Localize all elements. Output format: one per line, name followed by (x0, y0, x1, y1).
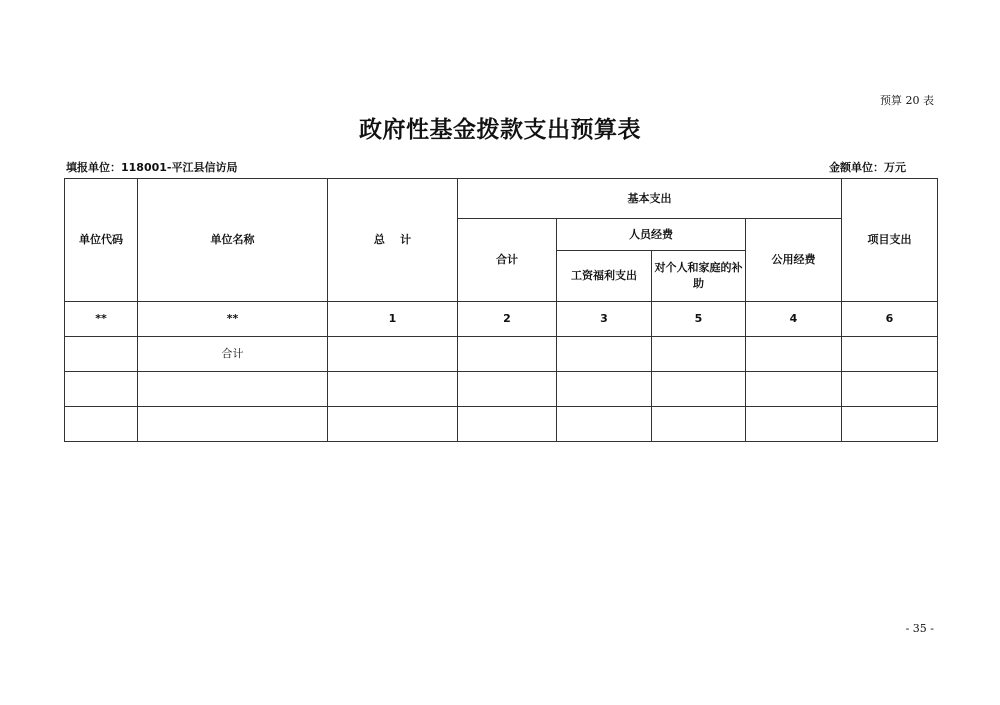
table-cell (138, 407, 328, 442)
index-cell: 2 (458, 302, 557, 337)
header-unit-code: 单位代码 (65, 179, 138, 302)
table-cell (746, 372, 842, 407)
table-cell (746, 337, 842, 372)
reporting-unit: 填报单位：118001-平江县信访局 (66, 161, 238, 174)
index-cell: ** (65, 302, 138, 337)
table-cell (557, 407, 652, 442)
table-cell (328, 372, 458, 407)
table-cell (652, 372, 746, 407)
table-cell (557, 372, 652, 407)
index-cell: 4 (746, 302, 842, 337)
page-title: 政府性基金拨款支出预算表 (359, 116, 641, 143)
header-project-expense: 项目支出 (842, 179, 938, 302)
table-cell (652, 337, 746, 372)
budget-table (64, 178, 938, 442)
table-cell (652, 407, 746, 442)
index-row (65, 302, 938, 337)
table-row (65, 337, 938, 372)
header-basic-expense: 基本支出 (458, 179, 842, 219)
header-total: 总 计 (328, 179, 458, 302)
table-cell (65, 407, 138, 442)
header-row-1 (65, 179, 938, 219)
table-cell (746, 407, 842, 442)
table-cell (458, 372, 557, 407)
table-cell (842, 372, 938, 407)
header-unit-name: 单位名称 (138, 179, 328, 302)
header-personal-family-subsidy: 对个人和家庭的补助 (652, 251, 746, 302)
table-cell (328, 337, 458, 372)
page-number: - 35 - (905, 622, 934, 635)
index-cell: 5 (652, 302, 746, 337)
table-cell (458, 337, 557, 372)
index-cell: 3 (557, 302, 652, 337)
table-cell-total-label: 合计 (138, 337, 328, 372)
table-cell (842, 407, 938, 442)
table-cell (842, 337, 938, 372)
table-row (65, 407, 938, 442)
index-cell: 6 (842, 302, 938, 337)
table-cell (65, 337, 138, 372)
table-cell (328, 407, 458, 442)
index-cell: 1 (328, 302, 458, 337)
table-cell (65, 372, 138, 407)
amount-unit: 金额单位：万元 (829, 161, 906, 174)
table-cell (458, 407, 557, 442)
header-personnel: 人员经费 (557, 219, 746, 251)
table-row (65, 372, 938, 407)
header-subtotal: 合计 (458, 219, 557, 302)
header-salary-welfare: 工资福利支出 (557, 251, 652, 302)
index-cell: ** (138, 302, 328, 337)
table-cell (557, 337, 652, 372)
header-public-expense: 公用经费 (746, 219, 842, 302)
table-cell (138, 372, 328, 407)
form-number: 预算 20 表 (880, 94, 934, 107)
